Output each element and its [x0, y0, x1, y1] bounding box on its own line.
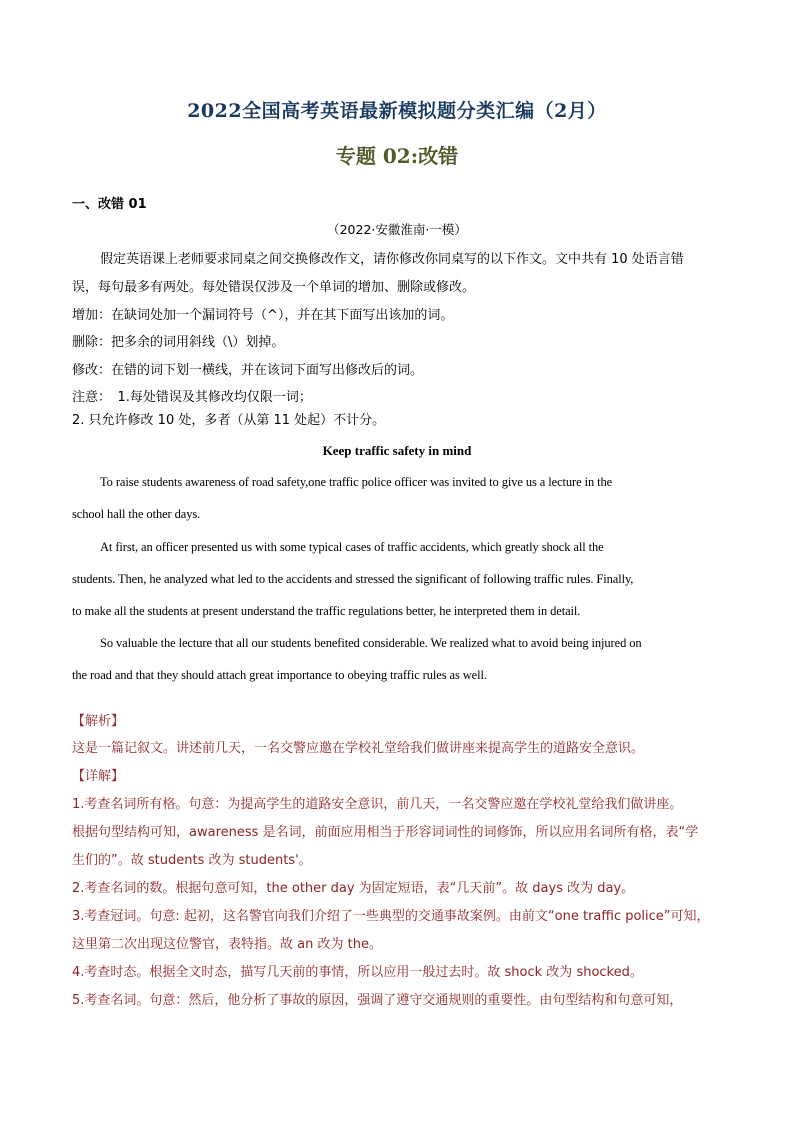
- detail-line: 2.考查名词的数。根据句意可知，the other day 为固定短语，表“几天前”。故 days 改为 day。: [72, 881, 635, 896]
- detail-line: 生们的”。故 students 改为 students'。: [72, 853, 312, 868]
- detail-line: 4.考查时态。根据全文时态，描写几天前的事情，所以应用一般过去时。故 shock 改为 shocked。: [72, 965, 643, 980]
- document-title: 2022全国高考英语最新模拟题分类汇编（2月）: [187, 100, 607, 122]
- instruction-note-2: 2. 只允许修改 10 处，多者（从第 11 处起）不计分。: [72, 413, 386, 428]
- essay-paragraph-1-line-1: To raise students awareness of road safety,one traffic police officer was invited to give us a lecture in the: [100, 475, 613, 489]
- essay-title: Keep traffic safety in mind: [322, 443, 472, 458]
- document-subtitle: 专题 02:改错: [335, 144, 459, 168]
- question-source: （2022·安徽淮南·一模）: [327, 222, 467, 237]
- essay-paragraph-1-line-2: school hall the other days.: [72, 507, 201, 521]
- analysis-text: 这是一篇记叙文。讲述前几天，一名交警应邀在学校礼堂给我们做讲座来提高学生的道路安全意识。: [72, 741, 645, 756]
- details-label: 【详解】: [72, 769, 125, 784]
- analysis-label: 【解析】: [72, 714, 125, 729]
- section-heading: 一、改错 01: [72, 197, 147, 212]
- essay-paragraph-3-line-1: So valuable the lecture that all our students benefited considerable. We realized what to avoid being injured on: [100, 636, 642, 650]
- detail-line: 根据句型结构可知，awareness 是名词，前面应用相当于形容词词性的词修饰，所以应用名词所有格，表“学: [72, 825, 699, 840]
- essay-paragraph-3-line-2: the road and that they should attach great importance to obeying traffic rules as well.: [72, 668, 487, 682]
- instruction-modify: 修改：在错的词下划一横线，并在该词下面写出修改后的词。: [72, 363, 424, 378]
- instruction-note-1: 注意： 1.每处错误及其修改均仅限一词；: [72, 390, 312, 405]
- detail-line: 1.考查名词所有格。句意：为提高学生的道路安全意识，前几天，一名交警应邀在学校礼堂给我们做讲座。: [72, 797, 683, 812]
- essay-paragraph-2-line-3: to make all the students at present understand the traffic regulations better, he interpreted them in detail.: [72, 604, 581, 618]
- essay-paragraph-2-line-1: At first, an officer presented us with some typical cases of traffic accidents, which greatly shock all the: [100, 540, 604, 554]
- essay-paragraph-2-line-2: students. Then, he analyzed what led to the accidents and stressed the significant of following traffic rules. Finally,: [72, 572, 634, 586]
- detail-line: 这里第二次出现这位警官，表特指。故 an 改为 the。: [72, 937, 382, 952]
- instruction-delete: 删除：把多余的词用斜线（\）划掉。: [72, 335, 285, 350]
- detail-line: 5.考查名词。句意：然后，他分析了事故的原因，强调了遵守交通规则的重要性。由句型结构和句意可知，: [72, 993, 683, 1008]
- instruction-add: 增加：在缺词处加一个漏词符号（^），并在其下面写出该加的词。: [72, 308, 454, 323]
- detail-line: 3.考查冠词。句意: 起初，这名警官向我们介绍了一些典型的交通事故案例。由前文“one traffic police”可知，: [72, 909, 710, 924]
- instruction-line-2: 误，每句最多有两处。每处错误仅涉及一个单词的增加、删除或修改。: [72, 280, 476, 295]
- instruction-line-1: 假定英语课上老师要求同桌之间交换修改作文，请你修改你同桌写的以下作文。文中共有 10 处语言错: [100, 252, 684, 267]
